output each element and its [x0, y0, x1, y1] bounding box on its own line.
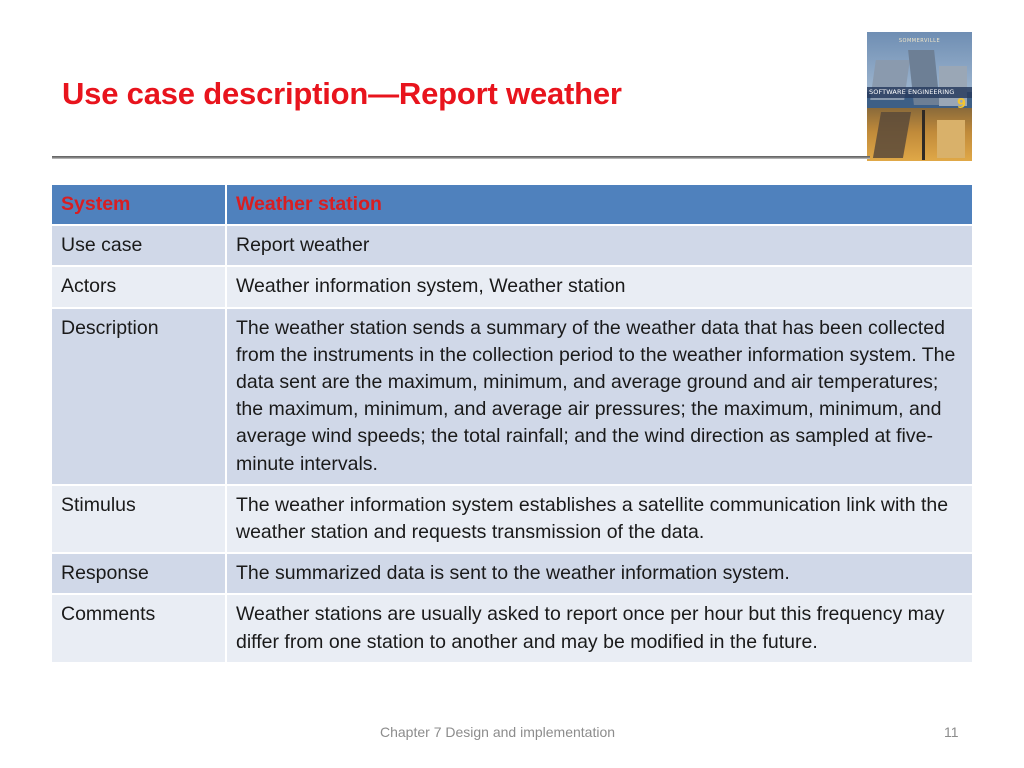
- table-cell-value: Weather information system, Weather station: [226, 266, 972, 307]
- table-cell-value: The weather station sends a summary of the weather data that has been collected from the instruments in the collection period to the weather information system. The data sent are the maximum, minimum, and average ground and air temperatures; the maximum, minimum, and average air pressures; the maximum, minimum, and average wind speeds; the total rainfall; and the wind direction as sampled at five-minute intervals.: [226, 308, 972, 485]
- book-cover-image: [867, 32, 972, 161]
- table-cell-label: System: [52, 185, 226, 225]
- slide-footer: Chapter 7 Design and implementation: [380, 724, 616, 740]
- cover-author: SOMMERVILLE: [898, 38, 941, 44]
- table-row: [52, 225, 972, 266]
- table-row: [52, 308, 972, 485]
- cover-structure: [922, 110, 925, 160]
- use-case-table: [52, 185, 972, 664]
- table-cell-label: Actors: [52, 266, 226, 307]
- table-header-row: [52, 185, 972, 225]
- table-cell-value: Weather stations are usually asked to report once per hour but this frequency may differ from one station to another and may be modified in the future.: [226, 594, 972, 662]
- table-row: [52, 594, 972, 662]
- cover-edition: 9: [957, 97, 967, 112]
- table-row: [52, 266, 972, 307]
- page-number: 11: [944, 724, 959, 740]
- slide-title: Use case description—Report weather: [62, 76, 622, 111]
- table-cell-label: Comments: [52, 594, 226, 662]
- table-cell-label: Use case: [52, 225, 226, 266]
- cover-title: SOFTWARE ENGINEERING: [869, 88, 955, 96]
- table-cell-label: Description: [52, 308, 226, 485]
- table-row: [52, 553, 972, 594]
- table-cell-value: The weather information system establishes a satellite communication link with the weather station and requests transmission of the data.: [226, 485, 972, 553]
- table-cell-value: The summarized data is sent to the weather information system.: [226, 553, 972, 594]
- cover-structure: [937, 120, 965, 158]
- table-cell-value: Report weather: [226, 225, 972, 266]
- table-cell-label: Response: [52, 553, 226, 594]
- table-cell-label: Stimulus: [52, 485, 226, 553]
- table-cell-value: Weather station: [226, 185, 972, 225]
- table-row: [52, 485, 972, 553]
- title-divider: [52, 156, 870, 159]
